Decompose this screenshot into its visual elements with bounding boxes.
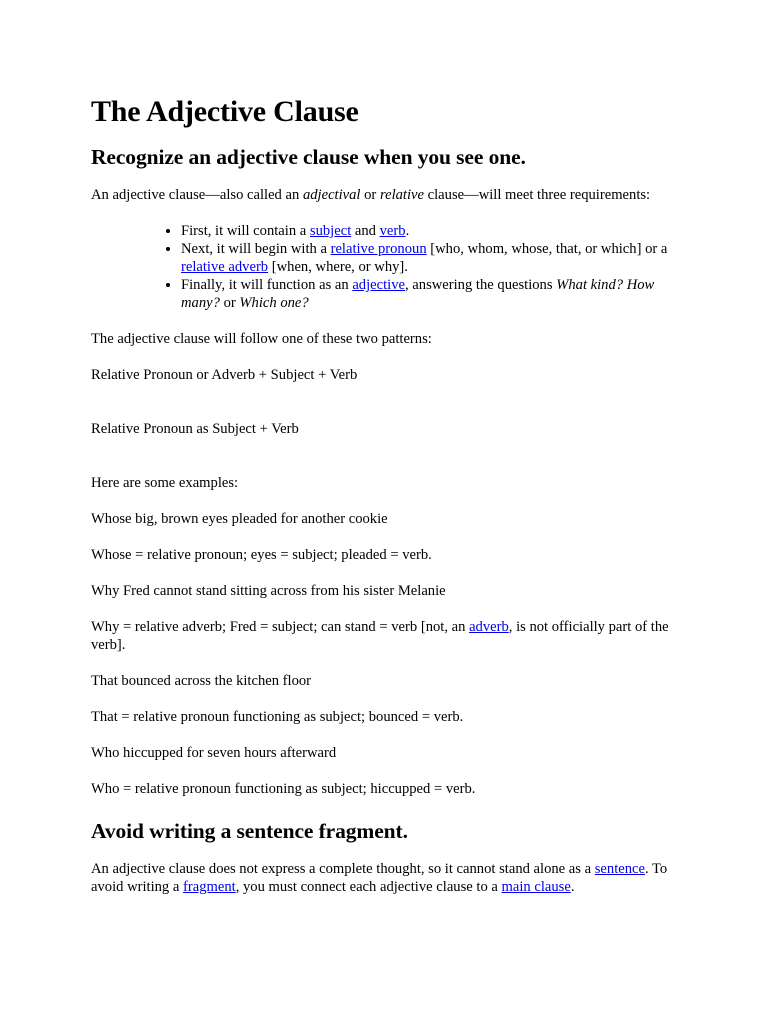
link-sentence[interactable]: sentence — [594, 861, 645, 877]
requirement-text: and — [351, 223, 380, 239]
intro-text: or — [360, 187, 380, 203]
link-fragment[interactable]: fragment — [183, 879, 236, 895]
section-heading-recognize: Recognize an adjective clause when you see one. — [91, 145, 526, 169]
paragraph-text: . — [570, 879, 575, 895]
requirement-text: . — [405, 223, 410, 239]
section-heading-avoid-fragment: Avoid writing a sentence fragment. — [91, 819, 408, 843]
requirement-text: Finally, it will function as an — [181, 277, 353, 293]
requirement-item — [181, 276, 681, 312]
link-verb[interactable]: verb — [379, 223, 406, 239]
example-clause: That bounced across the kitchen floor — [91, 673, 312, 689]
link-relative-adverb[interactable]: relative adverb — [181, 259, 269, 275]
question-what-kind: What kind? How many? — [181, 277, 655, 311]
example-clause: Who hiccupped for seven hours afterward — [91, 745, 337, 761]
intro-text: An adjective clause—also called an — [91, 187, 303, 203]
requirement-text: , answering the questions — [405, 277, 557, 293]
example-analysis — [91, 618, 681, 654]
link-main-clause[interactable]: main clause — [501, 879, 571, 895]
example-clause: Why Fred cannot stand sitting across from his sister Melanie — [91, 583, 446, 599]
requirement-item — [181, 222, 681, 240]
example-clause: Whose big, brown eyes pleaded for another cookie — [91, 511, 388, 527]
example-analysis: That = relative pronoun functioning as subject; bounced = verb. — [91, 709, 464, 725]
fragment-paragraph — [91, 860, 681, 896]
paragraph-text: , you must connect each adjective clause to a — [235, 879, 502, 895]
term-adjectival: adjectival — [302, 187, 361, 203]
analysis-text: Why = relative adverb; Fred = subject; can stand = verb [not, an — [91, 619, 470, 635]
page-title: The Adjective Clause — [91, 95, 359, 128]
pattern-item: Relative Pronoun as Subject + Verb — [91, 421, 299, 437]
link-relative-pronoun[interactable]: relative pronoun — [330, 241, 427, 257]
requirement-text: Next, it will begin with a — [181, 241, 331, 257]
requirement-text: First, it will contain a — [181, 223, 310, 239]
document-content — [91, 94, 681, 914]
paragraph-text: . To avoid writing a — [91, 861, 668, 895]
requirement-text: or — [219, 295, 240, 311]
link-subject[interactable]: subject — [309, 223, 352, 239]
requirement-text: [when, where, or why]. — [268, 259, 408, 275]
analysis-text: , is not officially part of the verb]. — [91, 619, 669, 653]
pattern-item: Relative Pronoun or Adverb + Subject + Verb — [91, 367, 358, 383]
question-which-one: Which one? — [239, 295, 309, 311]
requirement-text: [who, whom, whose, that, or which] or a — [426, 241, 668, 257]
requirements-list — [91, 222, 681, 312]
intro-paragraph — [91, 186, 681, 204]
link-adverb[interactable]: adverb — [469, 619, 509, 635]
patterns-intro: The adjective clause will follow one of these two patterns: — [91, 331, 432, 347]
intro-text: clause—will meet three requirements: — [423, 187, 651, 203]
example-analysis: Whose = relative pronoun; eyes = subject; pleaded = verb. — [91, 547, 432, 563]
requirement-item — [181, 240, 681, 276]
link-adjective[interactable]: adjective — [352, 277, 405, 293]
examples-intro: Here are some examples: — [91, 475, 239, 491]
paragraph-text: An adjective clause does not express a complete thought, so it cannot stand alone as a — [91, 861, 595, 877]
example-analysis: Who = relative pronoun functioning as subject; hiccupped = verb. — [91, 781, 476, 797]
term-relative: relative — [379, 187, 424, 203]
